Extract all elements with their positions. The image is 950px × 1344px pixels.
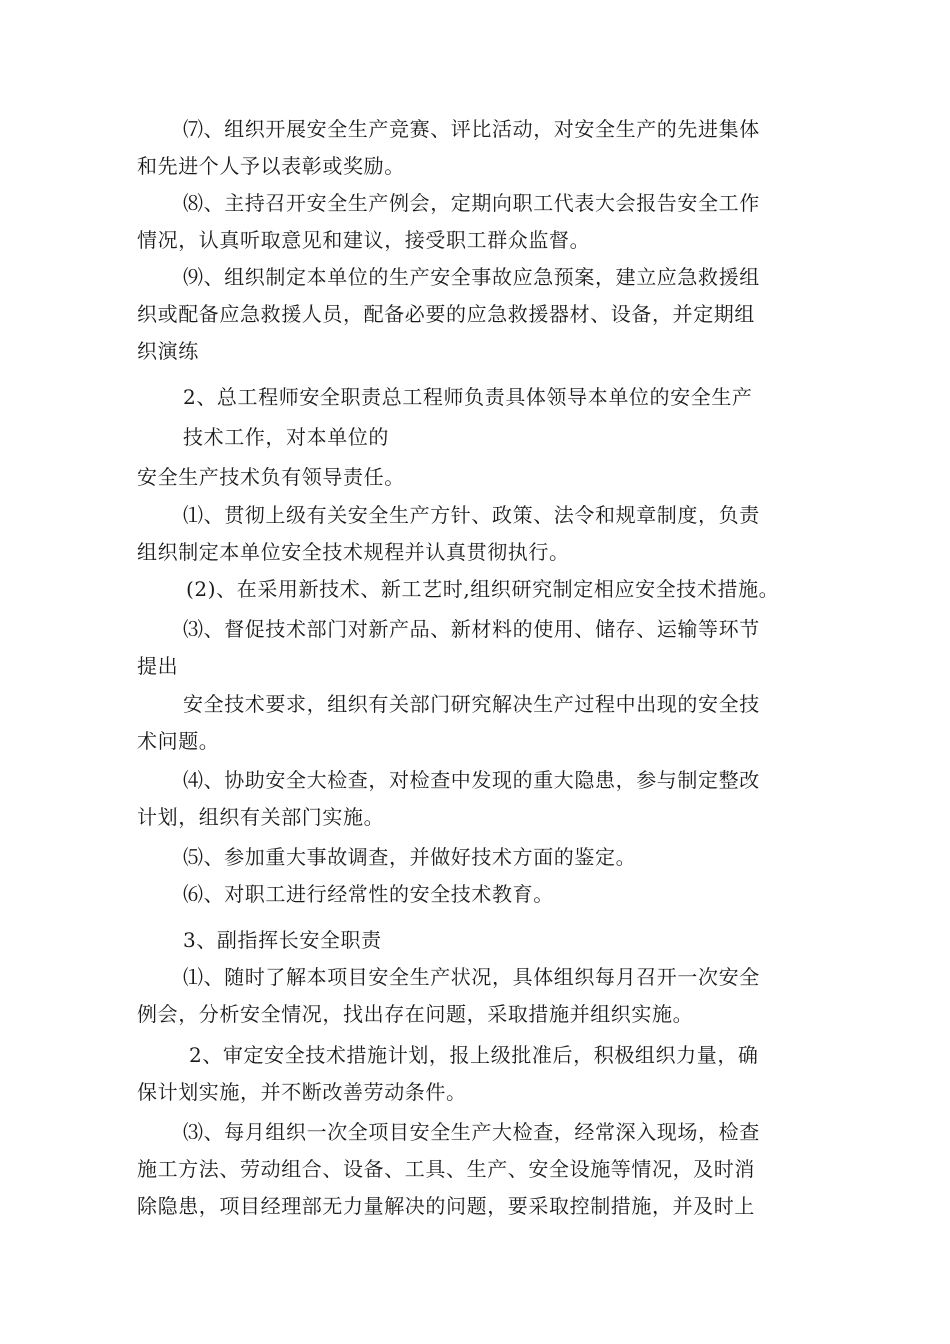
- text-line: ⑻、主持召开安全生产例会，定期向职工代表大会报告安全工作: [183, 191, 760, 215]
- text-line: 情况，认真听取意见和建议，接受职工群众监督。: [137, 228, 591, 252]
- text-line: 技术工作，对本单位的: [183, 425, 389, 449]
- text-line: 保计划实施，并不断改善劳动条件。: [137, 1080, 467, 1104]
- text-line: ⑶、每月组织一次全项目安全生产大检查，经常深入现场，检查: [183, 1120, 760, 1144]
- section-heading: 2、总工程师安全职责总工程师负责具体领导本单位的安全生产: [183, 385, 753, 409]
- text-line: (2)、在采用新技术、新工艺时,组织研究制定相应安全技术措施。: [186, 577, 780, 601]
- text-line: ⑴、贯彻上级有关安全生产方针、政策、法令和规章制度，负责: [183, 503, 760, 527]
- text-line: ⑹、对职工进行经常性的安全技术教育。: [183, 882, 554, 906]
- text-line: 安全技术要求，组织有关部门研究解决生产过程中出现的安全技: [183, 692, 760, 716]
- text-line: ⑼、组织制定本单位的生产安全事故应急预案，建立应急救援组: [183, 265, 760, 289]
- text-line: 除隐患，项目经理部无力量解决的问题，要采取控制措施，并及时上: [137, 1194, 755, 1218]
- text-line: 织或配备应急救援人员，配备必要的应急救援器材、设备，并定期组: [137, 302, 755, 326]
- text-line: ⑴、随时了解本项目安全生产状况，具体组织每月召开一次安全: [183, 965, 760, 989]
- text-line: ⑷、协助安全大检查，对检查中发现的重大隐患，参与制定整改: [183, 768, 760, 792]
- text-line: 织演练: [137, 339, 199, 363]
- text-line: 例会，分析安全情况，找出存在问题，采取措施并组织实施。: [137, 1002, 694, 1026]
- text-line: 2、审定安全技术措施计划，报上级批准后，积极组织力量，确: [189, 1043, 759, 1067]
- text-line: 计划，组织有关部门实施。: [137, 805, 385, 829]
- text-line: ⑸、参加重大事故调查，并做好技术方面的鉴定。: [183, 845, 637, 869]
- text-line: 组织制定本单位安全技术规程并认真贯彻执行。: [137, 540, 570, 564]
- section-heading: 3、副指挥长安全职责: [183, 928, 382, 952]
- text-line: 施工方法、劳动组合、设备、工具、生产、安全设施等情况，及时消: [137, 1157, 755, 1181]
- text-line: 安全生产技术负有领导责任。: [137, 465, 405, 489]
- text-line: 术问题。: [137, 729, 220, 753]
- text-line: 和先进个人予以表彰或奖励。: [137, 154, 405, 178]
- text-line: 提出: [137, 654, 179, 678]
- text-line: ⑶、督促技术部门对新产品、新材料的使用、储存、运输等环节: [183, 617, 760, 641]
- text-line: ⑺、组织开展安全生产竞赛、评比活动，对安全生产的先进集体: [183, 117, 760, 141]
